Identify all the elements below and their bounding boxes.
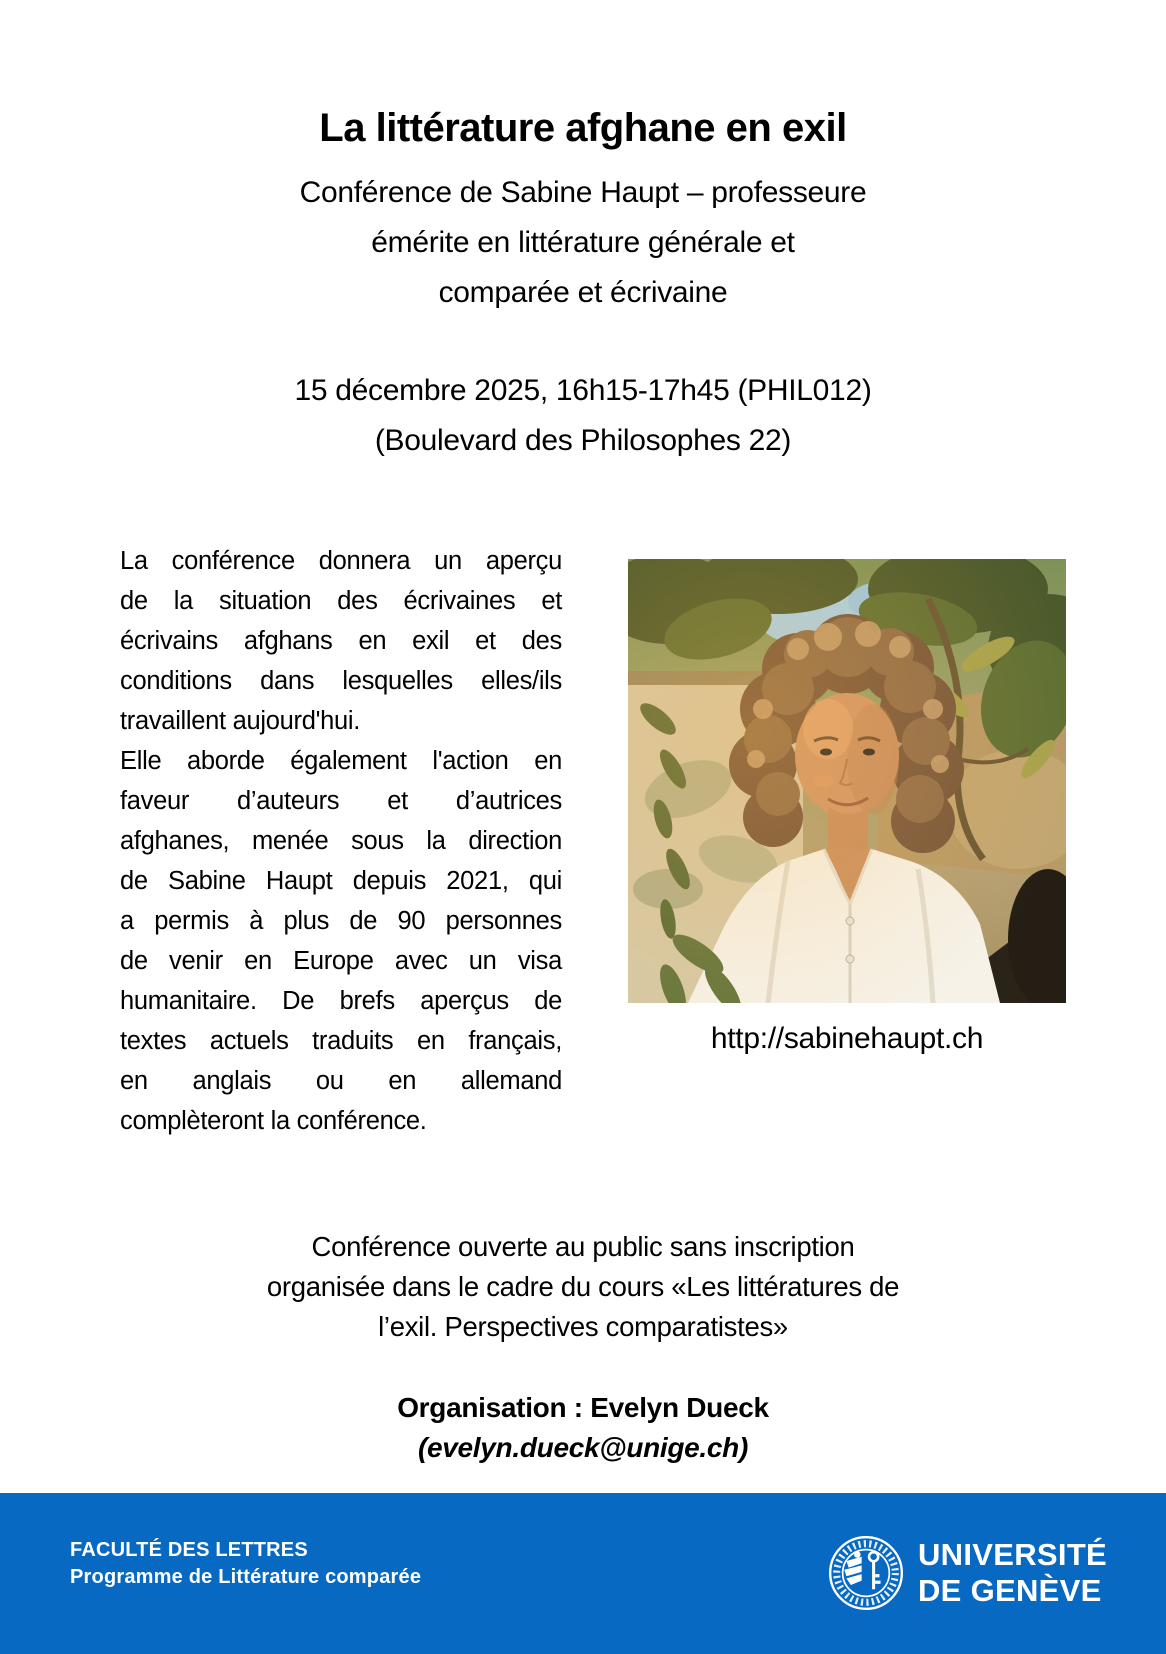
text-line: Elle aborde également l'action en (120, 747, 562, 775)
text-line: émérite en littérature générale et (371, 226, 795, 259)
description-paragraph (120, 541, 562, 1141)
faculty-name: FACULTÉ DES LETTRES (70, 1539, 308, 1561)
faculty-block (70, 1537, 421, 1591)
text-line: Conférence ouverte au public sans inscription (311, 1231, 855, 1262)
text-line: La conférence donnera un aperçu (120, 547, 562, 575)
text-line: textes actuels traduits en français, (120, 1027, 562, 1055)
text-line: (Boulevard des Philosophes 22) (374, 424, 792, 457)
text-line: travaillent aujourd'hui. (120, 707, 361, 735)
unige-wordmark-line2: DE GENÈVE (918, 1573, 1102, 1608)
organisation-name: Organisation : Evelyn Dueck (397, 1392, 769, 1423)
text-line: humanitaire. De brefs aperçus de (120, 987, 562, 1015)
organisation-email-link[interactable]: (evelyn.dueck@unige.ch) (417, 1432, 749, 1463)
text-line: en anglais ou en allemand (120, 1067, 562, 1095)
portrait-photo (628, 559, 1066, 1003)
text-line: de Sabine Haupt depuis 2021, qui (120, 867, 562, 895)
unige-logo (828, 1535, 1107, 1611)
text-line: 15 décembre 2025, 16h15-17h45 (PHIL012) (294, 374, 872, 407)
unige-wordmark-line1: UNIVERSITÉ (918, 1537, 1108, 1572)
public-note (0, 1227, 1166, 1347)
programme-name: Programme de Littérature comparée (70, 1566, 422, 1588)
text-line: de la situation des écrivaines et (120, 587, 562, 615)
text-line: l’exil. Perspectives comparatistes» (378, 1311, 788, 1342)
text-line: complèteront la conférence. (120, 1107, 427, 1135)
unige-wordmark (918, 1537, 1107, 1609)
footer-bar (0, 1493, 1166, 1654)
text-line: Conférence de Sabine Haupt – professeure (299, 176, 867, 209)
text-line: a permis à plus de 90 personnes (120, 907, 562, 935)
text-line: comparée et écrivaine (438, 276, 728, 309)
website-url-link[interactable]: http://sabinehaupt.ch (710, 1022, 984, 1055)
event-date-location (0, 366, 1166, 466)
page-title: La littérature afghane en exil (319, 106, 847, 150)
unige-seal-icon (828, 1535, 904, 1611)
text-line: écrivains afghans en exil et des (120, 627, 562, 655)
portrait-photo-illustration (628, 559, 1066, 1003)
text-line: de venir en Europe avec un visa (120, 947, 562, 975)
organisation-block (0, 1388, 1166, 1468)
text-line: conditions dans lesquelles elles/ils (120, 667, 562, 695)
text-line: afghanes, menée sous la direction (120, 827, 562, 855)
text-line: faveur d’auteurs et d’autrices (120, 787, 562, 815)
text-line: organisée dans le cadre du cours «Les littératures de (266, 1271, 900, 1302)
poster-subtitle (0, 168, 1166, 318)
